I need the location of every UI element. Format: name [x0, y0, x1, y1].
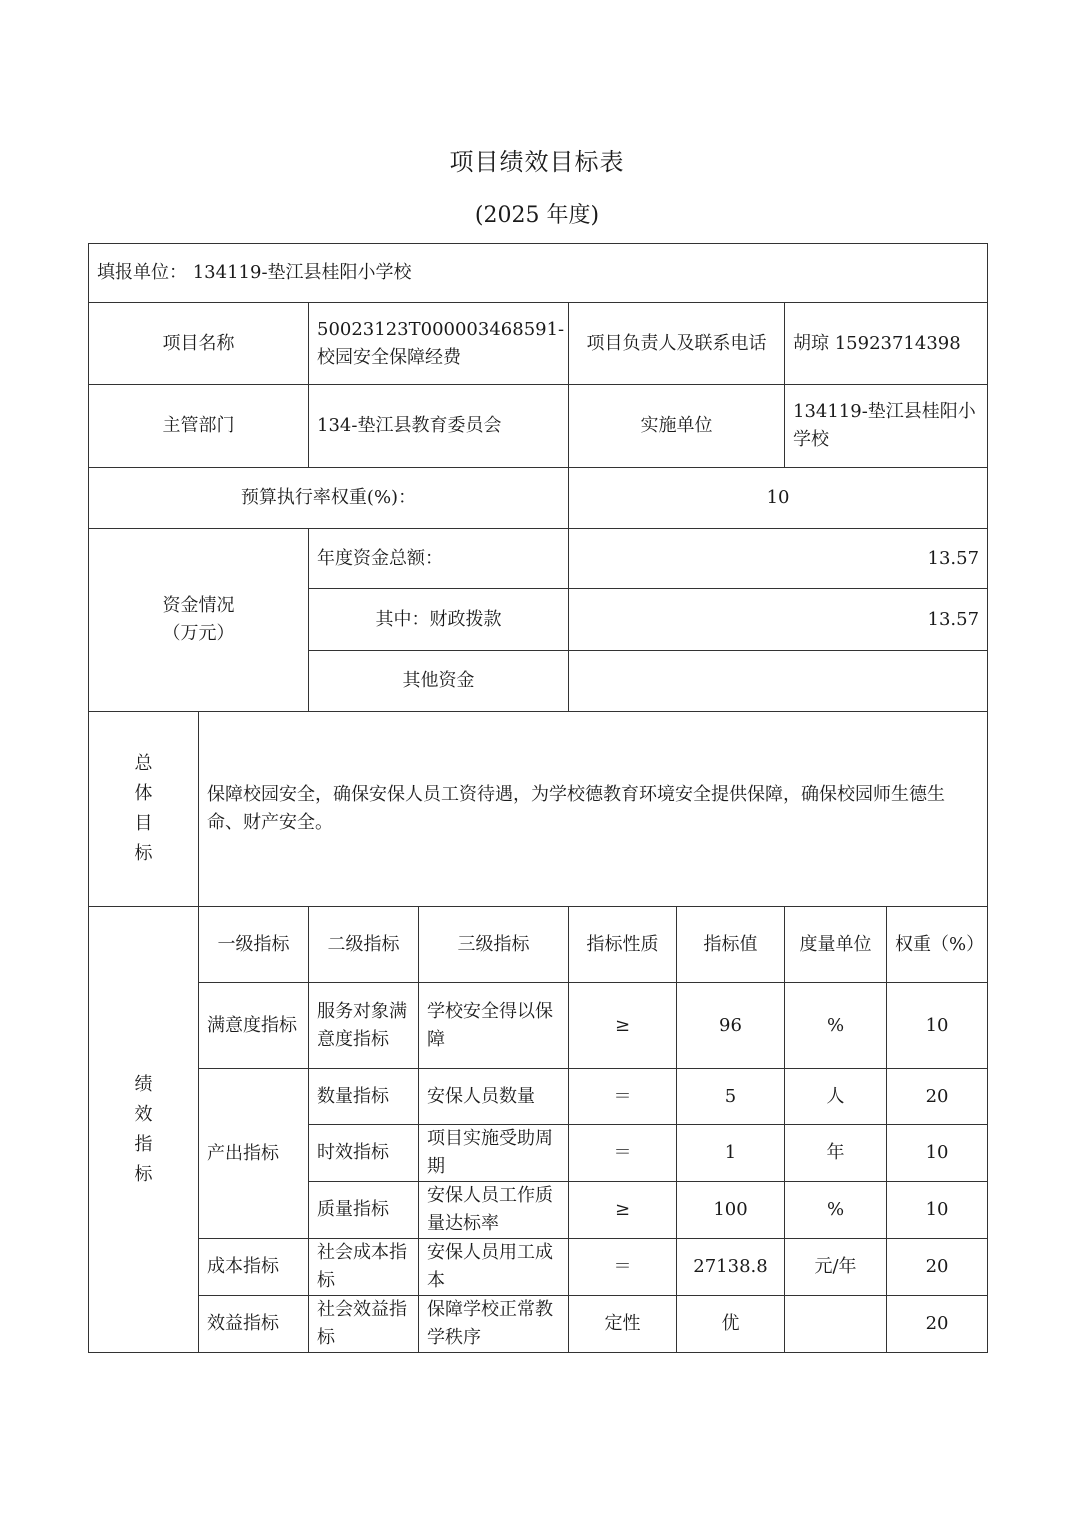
unit-cell: 人	[785, 1069, 887, 1125]
nature-cell: 定性	[569, 1296, 677, 1353]
level1-cell: 效益指标	[199, 1296, 309, 1353]
value-cell: 优	[677, 1296, 785, 1353]
header-unit: 度量单位	[785, 907, 887, 983]
nature-cell: ＝	[569, 1239, 677, 1296]
goal-row	[89, 712, 988, 907]
nature-cell: ＝	[569, 1125, 677, 1182]
level3-cell: 保障学校正常教学秩序	[419, 1296, 569, 1353]
impl-value: 134119-垫江县桂阳小学校	[785, 385, 988, 468]
level1-cell: 满意度指标	[199, 983, 309, 1069]
unit-cell: 年	[785, 1125, 887, 1182]
project-name-value: 50023123T000003468591-校园安全保障经费	[309, 303, 569, 385]
goal-label	[89, 712, 199, 907]
level3-cell: 安保人员数量	[419, 1069, 569, 1125]
level2-cell: 服务对象满意度指标	[309, 983, 419, 1069]
funds-other-label: 其他资金	[309, 651, 569, 712]
funds-label-cell	[89, 529, 309, 712]
perf-label-char: 效	[134, 1103, 153, 1125]
dept-value: 134-垫江县教育委员会	[309, 385, 569, 468]
page-subtitle: (2025 年度)	[474, 203, 600, 228]
funds-total-label: 年度资金总额：	[309, 529, 569, 589]
value-cell: 27138.8	[677, 1239, 785, 1296]
dept-label: 主管部门	[89, 385, 309, 468]
funds-total-value: 13.57	[569, 529, 988, 589]
level3-cell: 安保人员用工成本	[419, 1239, 569, 1296]
page-title: 项目绩效目标表	[449, 148, 625, 176]
budget-weight-value: 10	[569, 468, 988, 529]
header-weight: 权重（%）	[887, 907, 988, 983]
level3-cell: 项目实施受助周期	[419, 1125, 569, 1182]
funds-unit: （万元）	[162, 623, 235, 644]
level1-cell: 产出指标	[199, 1069, 309, 1239]
funds-fiscal-label: 其中：财政拨款	[309, 589, 569, 651]
perf-label-char: 指	[134, 1133, 153, 1155]
table-row	[89, 1239, 988, 1296]
header-value: 指标值	[677, 907, 785, 983]
fill-unit-value: 134119-垫江县桂阳小学校	[192, 262, 412, 283]
funds-fiscal-value: 13.57	[569, 589, 988, 651]
funds-label: 资金情况	[162, 595, 235, 616]
goal-label-char: 目	[134, 813, 153, 834]
nature-cell: ＝	[569, 1069, 677, 1125]
budget-weight-label: 预算执行率权重(%)：	[89, 468, 569, 529]
value-cell: 5	[677, 1069, 785, 1125]
unit-cell: %	[785, 983, 887, 1069]
perf-label-char: 绩	[134, 1073, 153, 1095]
level2-cell: 社会效益指标	[309, 1296, 419, 1353]
level2-cell: 时效指标	[309, 1125, 419, 1182]
dept-row	[89, 385, 988, 468]
unit-cell	[785, 1296, 887, 1353]
weight-cell: 10	[887, 1182, 988, 1239]
goal-label-char: 总	[134, 753, 153, 774]
value-cell: 96	[677, 983, 785, 1069]
perf-header-row	[89, 907, 988, 983]
fill-unit-label: 填报单位：	[97, 262, 187, 283]
header-nature: 指标性质	[569, 907, 677, 983]
table-row	[89, 1296, 988, 1353]
value-cell: 1	[677, 1125, 785, 1182]
header-level1: 一级指标	[199, 907, 309, 983]
nature-cell: ≥	[569, 1182, 677, 1239]
header-level2: 二级指标	[309, 907, 419, 983]
performance-table	[88, 243, 988, 1353]
perf-label-char: 标	[134, 1163, 153, 1185]
project-name-label: 项目名称	[89, 303, 309, 385]
unit-cell: %	[785, 1182, 887, 1239]
goal-label-char: 标	[134, 843, 153, 864]
table-row	[89, 1069, 988, 1125]
perf-label	[89, 907, 199, 1353]
weight-cell: 10	[887, 1125, 988, 1182]
value-cell: 100	[677, 1182, 785, 1239]
level2-cell: 数量指标	[309, 1069, 419, 1125]
project-row	[89, 303, 988, 385]
unit-cell: 元/年	[785, 1239, 887, 1296]
weight-cell: 10	[887, 983, 988, 1069]
funds-total-row	[89, 529, 988, 589]
impl-label: 实施单位	[569, 385, 785, 468]
level2-cell: 质量指标	[309, 1182, 419, 1239]
goal-label-char: 体	[134, 783, 153, 804]
weight-cell: 20	[887, 1239, 988, 1296]
funds-other-value	[569, 651, 988, 712]
weight-cell: 20	[887, 1069, 988, 1125]
header-level3: 三级指标	[419, 907, 569, 983]
project-owner-label: 项目负责人及联系电话	[569, 303, 785, 385]
fill-unit-row	[89, 244, 988, 303]
level2-cell: 社会成本指标	[309, 1239, 419, 1296]
level3-cell: 学校安全得以保障	[419, 983, 569, 1069]
table-row	[89, 983, 988, 1069]
level1-cell: 成本指标	[199, 1239, 309, 1296]
budget-weight-row	[89, 468, 988, 529]
nature-cell: ≥	[569, 983, 677, 1069]
level3-cell: 安保人员工作质量达标率	[419, 1182, 569, 1239]
fill-unit-cell	[89, 244, 988, 303]
project-owner-value: 胡琼 15923714398	[785, 303, 988, 385]
goal-text: 保障校园安全，确保安保人员工资待遇，为学校德教育环境安全提供保障，确保校园师生德生命、财产安全。	[199, 712, 988, 907]
weight-cell: 20	[887, 1296, 988, 1353]
